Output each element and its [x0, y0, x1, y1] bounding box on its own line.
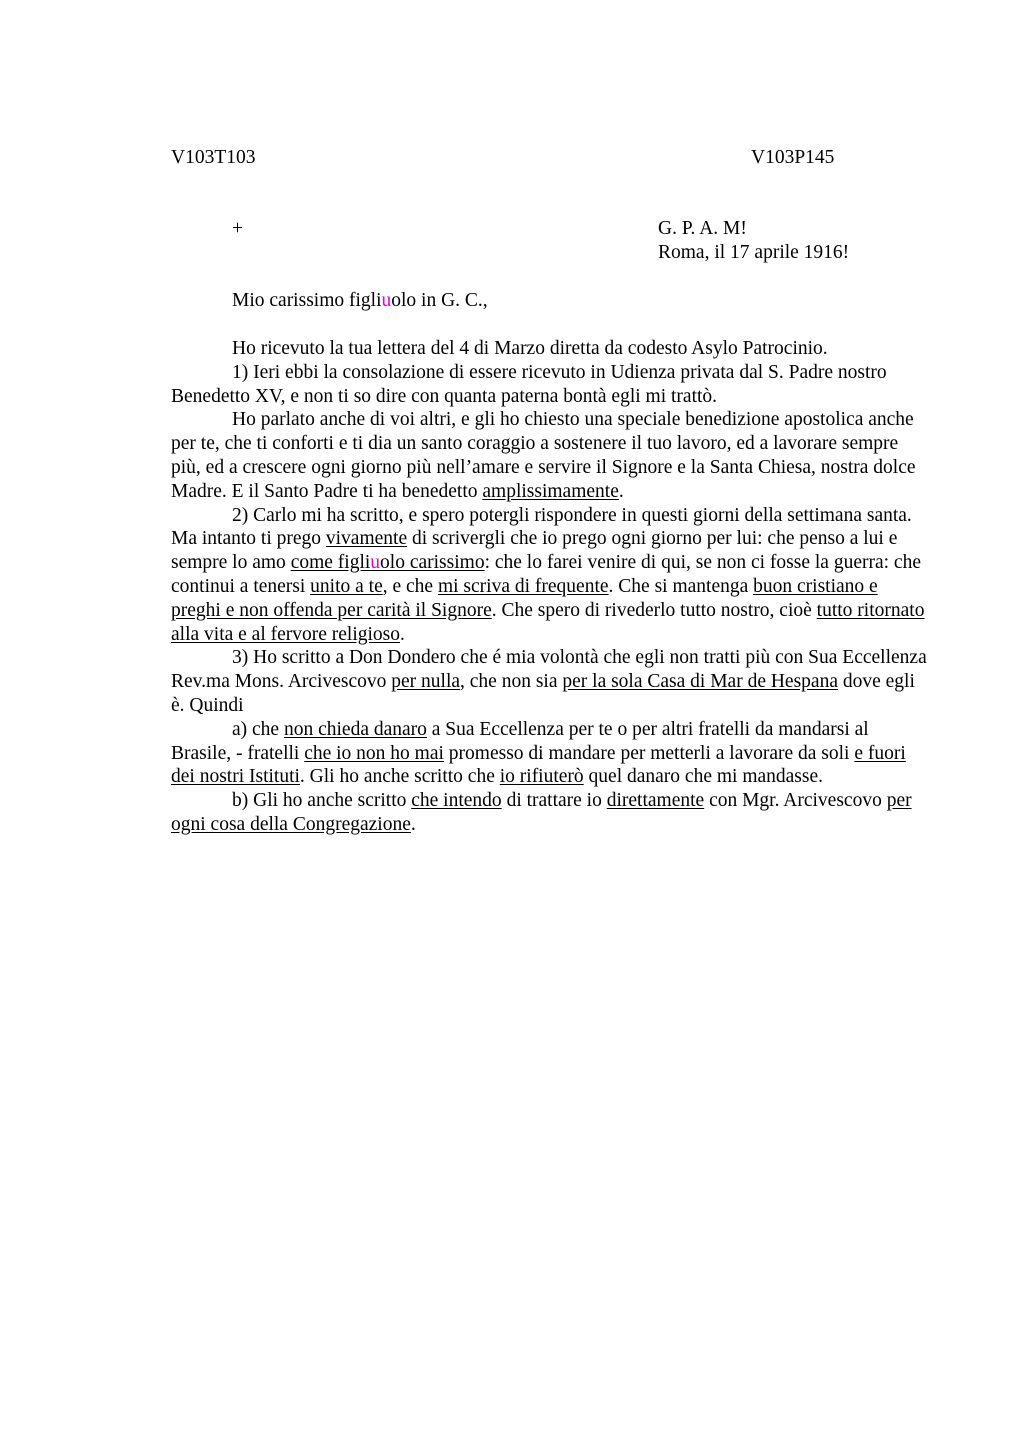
header-right-code: V103P145 [751, 147, 835, 168]
p3-underlined: amplissimamente [482, 480, 619, 502]
paragraph-2: 1) Ieri ebbi la consolazione di essere ricevuto in Udienza privata dal S. Padre nostro Benedetto XV, e non ti so dire con quanta paterna bontà egli mi trattò. [171, 361, 887, 407]
p3-text: Ho parlato anche di voi altri, e gli ho chiesto una speciale benedizione apostolica anche per te, che ti conforti e ti dia un santo coraggio a sostenere il tuo lavoro, ed a lavorare sempre più, ed a crescere ogni giorno più nell’amare e servire il Signore e la Santa Chiesa, nostra dolce Madre. E il Santo Padre ti ha benedetto [171, 409, 916, 502]
paragraph-4 [171, 504, 931, 647]
salutation-part1: Mio carissimo figli [232, 290, 382, 311]
p5-underlined-1: per nulla [391, 671, 461, 693]
p7-underlined-2: direttamente [606, 790, 705, 812]
p4-text-4: , e che [382, 575, 438, 597]
p6-underlined-4: io rifiuterò [499, 766, 584, 788]
cross-symbol: + [232, 218, 243, 239]
date-line: Roma, il 17 aprile 1916! [658, 242, 850, 263]
p4-text-5: . Che si mantenga [608, 575, 754, 597]
p7-underlined-1: che intendo [411, 790, 502, 812]
p7-text-2: di trattare io [501, 790, 607, 812]
salutation [232, 289, 488, 313]
p6-text-5: quel danaro che mi mandasse. [583, 766, 824, 788]
p6-underlined-3: e fuori dei nostri Istituti [171, 742, 906, 788]
letter-body [171, 337, 931, 837]
paragraph-7 [171, 789, 931, 837]
p4-u2b: olo carissimo [380, 552, 485, 574]
p3-text-end: . [618, 480, 624, 502]
p6-underlined-1: non chieda danaro [283, 718, 427, 740]
p5-text-3: dove egli è. Quindi [171, 671, 915, 716]
paragraph-6 [171, 718, 931, 789]
p6-underlined-2: che io non ho mai [304, 742, 444, 764]
p4-underlined-2 [291, 552, 485, 573]
p4-u2a: come figli [290, 552, 371, 574]
p6-text-2: a Sua Eccellenza per te o per altri fratelli da mandarsi al Brasile, - fratelli [171, 718, 869, 764]
p6-text-1: a) che [232, 718, 284, 740]
p5-text-1: 3) Ho scritto a Don Dondero che é mia volontà che egli non tratti più con Sua Eccellenza Rev.ma Mons. Arcivescovo [171, 647, 927, 693]
p4-underlined-7: alla vita e al fervore religioso [171, 623, 401, 645]
p4-text-6: . Che spero di rivederlo tutto nostro, cioè [491, 599, 817, 621]
p7-text-4: . [410, 813, 416, 835]
p7-text-3: con Mgr. Arcivescovo [704, 790, 887, 812]
p4-underlined-4: mi scriva di frequente [437, 575, 609, 597]
salutation-part2: olo in G. C., [391, 290, 488, 311]
p5-text-2: , che non sia [460, 671, 563, 693]
p4-underlined-1: vivamente [325, 528, 408, 550]
p4-underlined-6: tutto ritornato [816, 599, 925, 621]
p4-underlined-5: buon cristiano e preghi e non offenda per carità il Signore [171, 575, 878, 621]
p5-underlined-2: per la sola Casa di Mar de Hespana [562, 671, 838, 693]
salutation-highlight: u [381, 290, 392, 311]
p7-text-1: b) Gli ho anche scritto [232, 790, 412, 812]
paragraph-5 [171, 646, 931, 717]
header-left-code: V103T103 [171, 147, 256, 168]
p6-text-3: promesso di mandare per metterli a lavorare da soli [443, 742, 855, 764]
p7-underlined-3: per ogni cosa della Congregazione [171, 790, 912, 835]
p4-text-8: . [400, 623, 405, 645]
p4-underlined-3: unito a te [310, 575, 383, 597]
p4-u2-highlight: u [370, 552, 381, 574]
paragraph-3 [171, 408, 931, 503]
motto: G. P. A. M! [658, 218, 747, 239]
paragraph-1: Ho ricevuto la tua lettera del 4 di Marzo diretta da codesto Asylo Patrocinio. [232, 338, 828, 359]
p4-text-3: : che lo farei venire di qui, se non ci fosse la guerra: che continui a tenersi [171, 552, 921, 597]
p6-text-4: . Gli ho anche scritto che [299, 766, 500, 788]
p4-text-1: 2) Carlo mi ha scritto, e spero potergli rispondere in questi giorni della settimana santa. Ma intanto ti prego [171, 504, 912, 550]
p4-text-2: di scrivergli che io prego ogni giorno per lui: che penso a lui e sempre lo amo [171, 528, 898, 574]
